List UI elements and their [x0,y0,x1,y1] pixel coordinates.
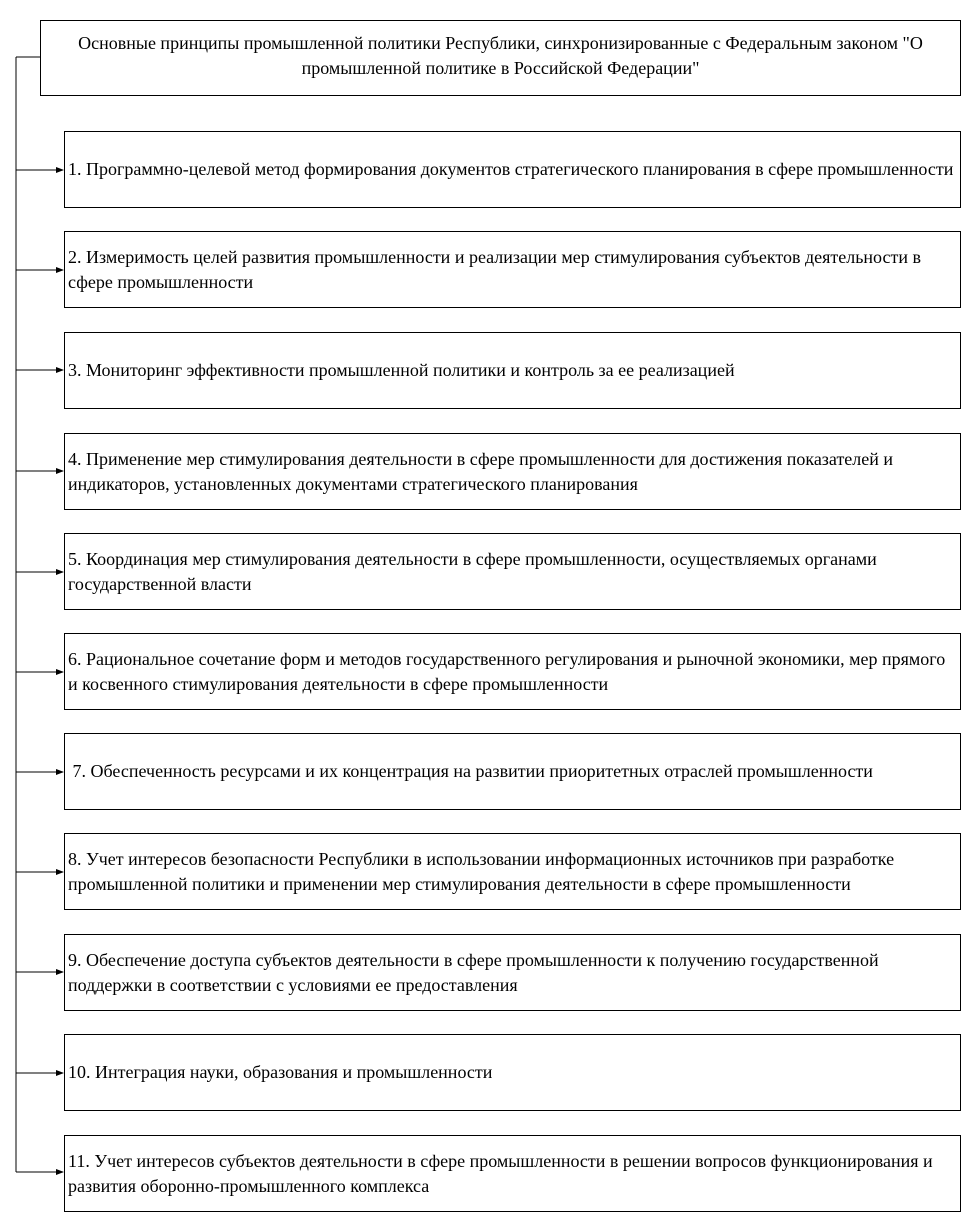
principle-box-10 [64,1034,961,1111]
principle-text: 7. Обеспеченность ресурсами и их концентрация на развитии приоритетных отраслей промышленности [68,761,873,781]
principle-text: 10. Интеграция науки, образования и промышленности [68,1062,493,1082]
principle-text: 4. Применение мер стимулирования деятельности в сфере промышленности для достижения показателей и индикаторов, установленных документами стратегического планирования [68,448,894,494]
header-box [40,20,961,96]
principle-box-4 [64,433,961,510]
principle-text: 5. Координация мер стимулирования деятельности в сфере промышленности, осуществляемых органами государственной власти [68,548,877,594]
principle-box-2 [64,231,961,308]
principle-text: 3. Мониторинг эффективности промышленной политики и контроль за ее реализацией [68,360,735,380]
principle-box-11 [64,1135,961,1212]
principle-box-7 [64,733,961,810]
principle-text: 2. Измеримость целей развития промышленности и реализации мер стимулирования субъектов деятельности в сфере промышленности [68,246,921,292]
principle-box-1 [64,131,961,208]
principle-text: 8. Учет интересов безопасности Республики в использовании информационных источников при разработке промышленной политики и применении мер стимулирования деятельности в сфере промышленности [68,848,895,894]
principle-box-5 [64,533,961,610]
principle-box-6 [64,633,961,710]
principle-text: 9. Обеспечение доступа субъектов деятельности в сфере промышленности к получению государственной поддержки в соответствии с условиями ее предоставления [68,949,879,995]
header-title: Основные принципы промышленной политики Республики, синхронизированные с Федеральным законом "О промышленной политике в Российской Федерации" [78,33,923,78]
principle-text: 11. Учет интересов субъектов деятельности в сфере промышленности в решении вопросов функционирования и развития оборонно-промышленного комплекса [68,1150,933,1196]
principle-text: 6. Рациональное сочетание форм и методов государственного регулирования и рыночной экономики, мер прямого и косвенного стимулирования деятельности в сфере промышленности [68,648,946,694]
principle-text: 1. Программно-целевой метод формирования документов стратегического планирования в сфере промышленности [68,159,954,179]
principle-box-8 [64,833,961,910]
principle-box-9 [64,934,961,1011]
principle-box-3 [64,332,961,409]
